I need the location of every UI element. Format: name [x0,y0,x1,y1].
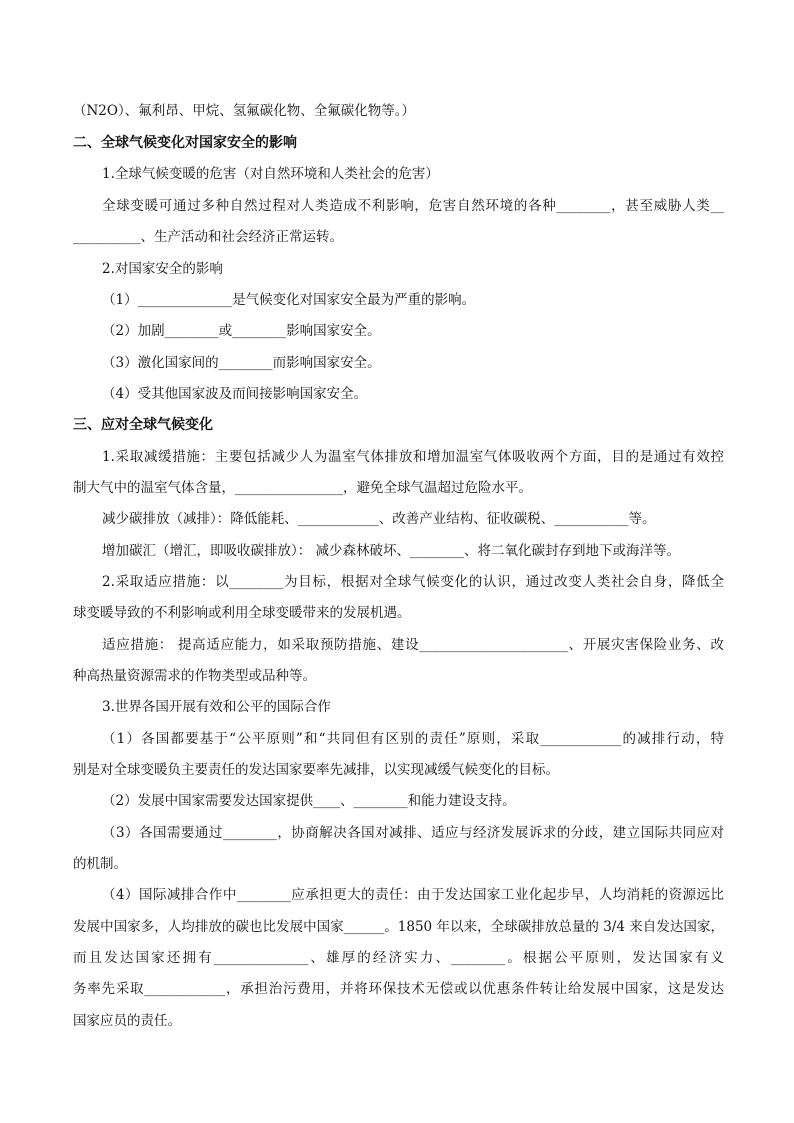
list-item: （1）各国都要基于“公平原则”和“共同但有区别的责任”原则，采取____________的减排行动，特 [102,731,724,747]
list-item: （2）加剧________或________影响国家安全。 [102,323,381,339]
text-line: 2.采取适应措施：以________为目标，根据对全球气候变化的认识，通过改变人类社会自身，降低全 [102,574,724,590]
text-line: 国家应员的责任。 [73,1013,181,1029]
subsection-heading: 2.对国家安全的影响 [102,261,223,277]
text-line: 务率先采取____________，承担治污费用，并将环保技术无偿或以优惠条件转让给发展中国家，这是发达 [73,981,724,997]
text-line: 全球变暖可通过多种自然过程对人类造成不利影响，危害自然环境的各种________，甚至威胁人类__ [102,198,724,214]
section-heading: 三、应对全球气候变化 [73,417,213,433]
text-line: 而且发达国家还拥有______________、雄厚的经济实力、________。根据公平原则，发达国家有义 [73,950,724,966]
text-line: 球变暖导致的不利影响或利用全球变暖带来的发展机遇。 [73,605,411,621]
list-item: （2）发展中国家需要发达国家提供____、________和能力建设支持。 [102,793,516,809]
text-line: 发展中国家多，人均排放的碳也比发展中国家______。1850 年以来，全球碳排放总量的 3/4 来自发达国家， [73,919,724,935]
text-line: 种高热量资源需求的作物类型或品种等。 [73,668,316,684]
list-item: （4）受其他国家波及而间接影响国家安全。 [102,386,368,402]
text-line: 制大气中的温室气体含量，________________，避免全球气温超过危险水平。 [73,480,532,496]
list-item: （1）______________是气候变化对国家安全最为严重的影响。 [102,292,476,308]
text-line: 别是对全球变暖负主要责任的发达国家要率先减排，以实现减缓气候变化的目标。 [73,762,559,778]
section-heading: 二、全球气候变化对国家安全的影响 [73,135,297,151]
text-line: 1.采取减缓措施：主要包括减少人为温室气体排放和增加温室气体吸收两个方面，目的是通过有效控 [102,449,724,465]
text-line: __________、生产活动和社会经济正常运转。 [73,229,343,245]
list-item: （3）各国需要通过________，协商解决各国对减排、适应与经济发展诉求的分歧，建立国际共同应对 [102,825,724,841]
text-line: 的机制。 [73,856,127,872]
text-line: （N2O）、氟利昂、甲烷、氢氟碳化物、全氟碳化物等。） [73,103,415,119]
subsection-heading: 3.世界各国开展有效和公平的国际合作 [102,699,331,715]
text-line: 适应措施： 提高适应能力，如采取预防措施、建设______________________、开展灾害保险业务、改 [102,637,724,653]
subsection-heading: 1.全球气候变暖的危害（对自然环境和人类社会的危害） [102,166,439,182]
list-item: （4）国际减排合作中________应承担更大的责任：由于发达国家工业化起步早，人均消耗的资源远比 [102,887,724,903]
text-line: 增加碳汇（增汇，即吸收碳排放）： 减少森林破坏、________、将二氧化碳封存到地下或海洋等。 [102,543,681,559]
list-item: （3）激化国家间的________而影响国家安全。 [102,355,381,371]
text-line: 减少碳排放（减排）：降低能耗、____________、改善产业结构、征收碳税、___________等。 [102,511,656,527]
